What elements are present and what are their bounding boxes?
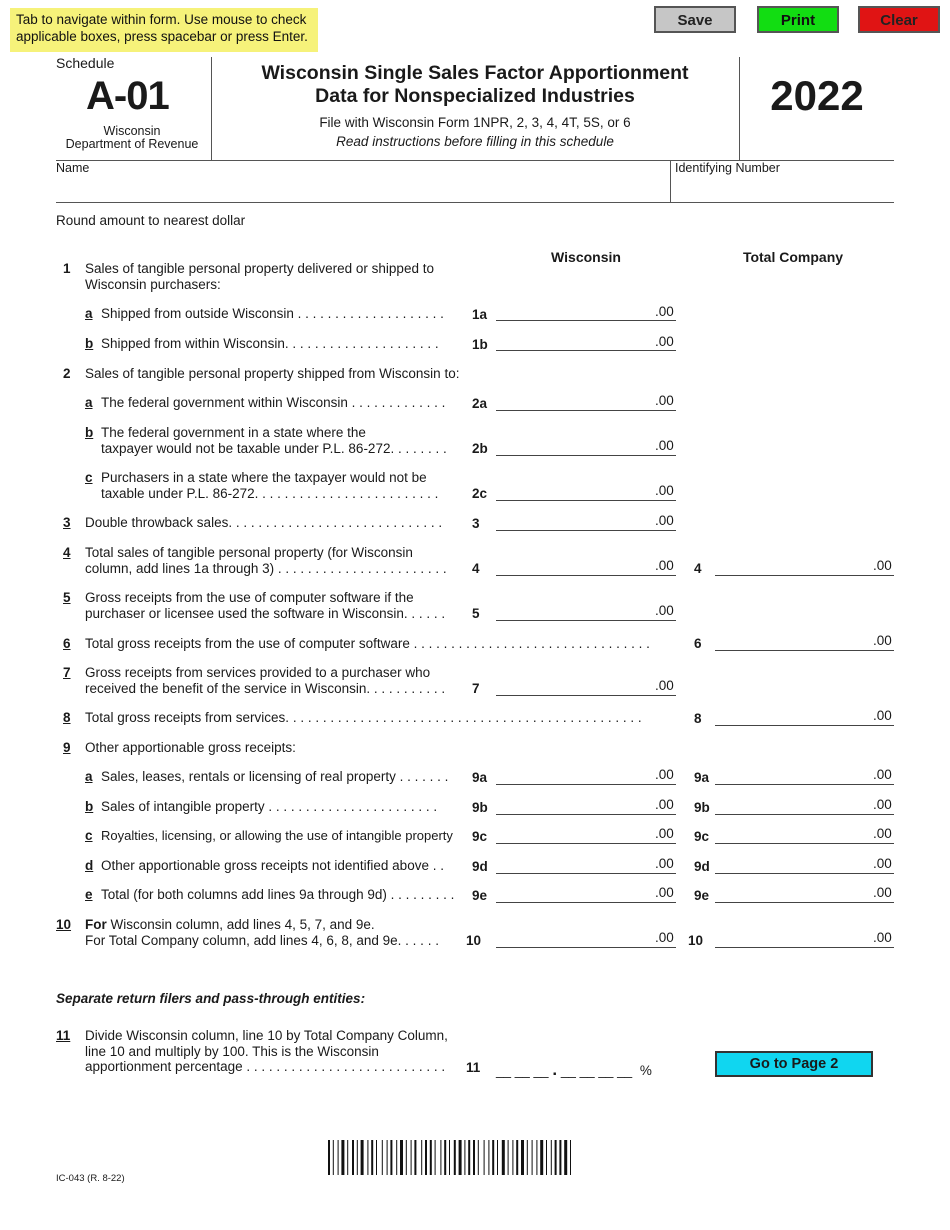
line-9b-dots: . . . . . . . . . . . . . . . . . . . . . . . xyxy=(264,799,438,814)
separate-return-heading: Separate return filers and pass-through entities: xyxy=(56,991,366,1006)
line-1b-dots: . . . . . . . . . . . . . . . . . . . . . xyxy=(284,336,439,351)
line-2a-label xyxy=(101,395,445,411)
barcode-bar xyxy=(532,1140,533,1175)
pct-integer-blanks: __ __ __ xyxy=(496,1063,549,1078)
line-5-number: 5 xyxy=(63,590,71,605)
line-2b-label xyxy=(101,425,447,456)
line-9d-cents: .00 xyxy=(655,856,674,871)
line-1b-letter: b xyxy=(85,336,94,351)
barcode-bar xyxy=(459,1140,462,1175)
barcode-bar xyxy=(440,1140,441,1175)
barcode-bar xyxy=(468,1140,470,1175)
go-to-page-2-button[interactable]: Go to Page 2 xyxy=(715,1051,873,1077)
barcode-bar xyxy=(484,1140,485,1175)
line-9d-total-input[interactable] xyxy=(715,856,894,874)
line-2b-text1: The federal government in a state where the xyxy=(101,425,366,440)
line-3-number: 3 xyxy=(63,515,71,530)
name-label: Name xyxy=(56,161,90,175)
instructions-note: Read instructions before filling in this schedule xyxy=(336,134,614,149)
line-9-number: 9 xyxy=(63,740,71,755)
barcode-bar xyxy=(564,1140,567,1175)
barcode-bar xyxy=(540,1140,543,1175)
line-3-code: 3 xyxy=(472,516,480,531)
barcode-bar xyxy=(516,1140,518,1175)
barcode-bar xyxy=(390,1140,392,1175)
department-name xyxy=(56,125,208,151)
total-company-column-header: Total Company xyxy=(742,249,844,265)
line-9c-total-input[interactable] xyxy=(715,826,894,844)
line-2c-cents: .00 xyxy=(655,483,674,498)
line-9c-cents: .00 xyxy=(655,826,674,841)
line-1a-label xyxy=(101,306,444,322)
line-9a-label: Sales, leases, rentals or licensing of real property . . . . . . . xyxy=(101,769,449,784)
line-9b-letter: b xyxy=(85,799,94,814)
line-7-text2: received the benefit of the service in Wisconsin. . . . . . . . . . . xyxy=(85,680,446,696)
barcode-bar xyxy=(521,1140,524,1175)
barcode-bar xyxy=(367,1140,368,1175)
wisconsin-column-header: Wisconsin xyxy=(551,249,621,265)
line-1-label xyxy=(85,261,434,292)
line-10-text1: Wisconsin column, add lines 4, 5, 7, and 9e. xyxy=(106,917,375,932)
barcode-bar xyxy=(341,1140,344,1175)
line-5-text2: purchaser or licensee used the software in Wisconsin. . . . . . xyxy=(85,605,446,621)
line-9e-wisconsin-input[interactable] xyxy=(496,885,676,903)
barcode-bar xyxy=(502,1140,505,1175)
file-with-note: File with Wisconsin Form 1NPR, 2, 3, 4, 4T, 5S, or 6 xyxy=(319,115,631,130)
line-1-number: 1 xyxy=(63,261,71,276)
line-2c-text2: taxable under P.L. 86-272. . . . . . . . . . . . . . . . . . . . . . . . . xyxy=(101,485,439,501)
barcode-bar xyxy=(361,1140,364,1175)
line-2a-code: 2a xyxy=(472,396,488,411)
barcode-bar xyxy=(396,1140,397,1175)
line-2b-letter: b xyxy=(85,425,94,440)
line-1-text2: Wisconsin purchasers: xyxy=(85,276,221,292)
line-4-cents: .00 xyxy=(655,558,674,573)
line-1a-dots: . . . . . . . . . . . . . . . . . . . . xyxy=(293,306,444,321)
line-5-code: 5 xyxy=(472,606,480,621)
barcode-bar xyxy=(357,1140,358,1175)
line-10-code: 10 xyxy=(466,933,482,948)
line-2b-cents: .00 xyxy=(655,438,674,453)
barcode-bar xyxy=(406,1140,407,1175)
barcode-bar xyxy=(435,1140,436,1175)
identifying-number-input[interactable] xyxy=(675,177,894,201)
line-1a-letter: a xyxy=(85,306,93,321)
line-10-total-cents: .00 xyxy=(873,930,892,945)
line-2c-wisconsin-input[interactable] xyxy=(496,483,676,501)
line-2c-code: 2c xyxy=(472,486,488,501)
line-4-total-cents: .00 xyxy=(873,558,892,573)
barcode-bar xyxy=(371,1140,373,1175)
line-6-number: 6 xyxy=(63,636,71,651)
line-1a-wisconsin-input[interactable] xyxy=(496,303,676,321)
line-9b-total-input[interactable] xyxy=(715,797,894,815)
line-4-text2: column, add lines 1a through 3) . . . . . . . . . . . . . . . . . . . . . . . xyxy=(85,560,447,576)
barcode-bar xyxy=(352,1140,354,1175)
line-10-total-code: 10 xyxy=(688,933,704,948)
line-10-label xyxy=(85,917,439,948)
line-11-label xyxy=(85,1028,448,1075)
line-6-label: Total gross receipts from the use of computer software . . . . . . . . . . . . . . . . . . . . . . . . . . . . . . . . xyxy=(85,636,650,651)
line-9c-total-code: 9c xyxy=(694,829,710,844)
identifying-number-label: Identifying Number xyxy=(675,161,780,175)
line-8-total-input[interactable] xyxy=(715,708,894,726)
line-9d-total-cents: .00 xyxy=(873,856,892,871)
line-10-wisconsin-input[interactable] xyxy=(496,930,676,948)
line-9b-wisconsin-input[interactable] xyxy=(496,797,676,815)
line-9c-code: 9c xyxy=(472,829,488,844)
barcode-bar xyxy=(338,1140,339,1175)
line-2a-text: The federal government within Wisconsin xyxy=(101,395,348,410)
line-4-total-input[interactable] xyxy=(715,558,894,576)
barcode-bar xyxy=(454,1140,456,1175)
line-6-total-input[interactable] xyxy=(715,633,894,651)
barcode-bar xyxy=(559,1140,561,1175)
line-3-cents: .00 xyxy=(655,513,674,528)
line-9c-label: Royalties, licensing, or allowing the use of intangible property xyxy=(101,828,453,843)
line-2-label: Sales of tangible personal property shipped from Wisconsin to: xyxy=(85,366,460,381)
pct-sign: % xyxy=(639,1063,652,1078)
line-10-cents: .00 xyxy=(655,930,674,945)
barcode-bar xyxy=(464,1140,465,1175)
line-2c-label xyxy=(101,470,438,501)
dept-line2: Department of Revenue xyxy=(65,137,199,151)
line-9c-total-cents: .00 xyxy=(873,826,892,841)
line-9a-total-code: 9a xyxy=(694,770,710,785)
line-2b-code: 2b xyxy=(472,441,488,456)
line-9d-wisconsin-input[interactable] xyxy=(496,856,676,874)
barcode-bar xyxy=(497,1140,498,1175)
tax-year: 2022 xyxy=(770,72,864,119)
line-11-number: 11 xyxy=(56,1028,71,1043)
barcode-bar xyxy=(570,1140,571,1175)
barcode-bar xyxy=(536,1140,537,1175)
line-10-total-input[interactable] xyxy=(715,930,894,948)
line-10-number: 10 xyxy=(56,917,72,932)
barcode-bar xyxy=(347,1140,348,1175)
pct-decimal-blanks: __ __ __ __ xyxy=(560,1063,633,1078)
barcode-bar xyxy=(387,1140,388,1175)
dept-line1: Wisconsin xyxy=(103,124,161,138)
barcode-bar xyxy=(333,1140,334,1175)
line-7-number: 7 xyxy=(63,665,71,680)
form-revision: IC-043 (R. 8-22) xyxy=(56,1173,125,1184)
identity-bottom-rule xyxy=(56,202,894,203)
line-2b-text2: taxpayer would not be taxable under P.L. 86-272. . . . . . . . xyxy=(101,440,447,456)
line-7-cents: .00 xyxy=(655,678,674,693)
line-9b-label xyxy=(101,799,437,815)
line-9d-label: Other apportionable gross receipts not identified above . . xyxy=(101,858,444,873)
line-9c-wisconsin-input[interactable] xyxy=(496,826,676,844)
line-7-code: 7 xyxy=(472,681,480,696)
line-9b-total-cents: .00 xyxy=(873,797,892,812)
line-9c-letter: c xyxy=(85,828,93,843)
clear-button[interactable]: Clear xyxy=(858,6,940,33)
apportionment-percentage-input[interactable] xyxy=(496,1060,652,1080)
line-9e-total-cents: .00 xyxy=(873,885,892,900)
schedule-label: Schedule xyxy=(56,55,115,71)
line-2b-wisconsin-input[interactable] xyxy=(496,438,676,456)
barcode-bar xyxy=(449,1140,450,1175)
barcode xyxy=(328,1140,624,1175)
barcode-bar xyxy=(488,1140,489,1175)
barcode-bar xyxy=(414,1140,416,1175)
line-5-cents: .00 xyxy=(655,603,674,618)
line-9a-letter: a xyxy=(85,769,93,784)
line-9b-total-code: 9b xyxy=(694,800,710,815)
line-4-code: 4 xyxy=(472,561,480,576)
header-divider-left xyxy=(211,57,212,161)
line-11-text2: line 10 and multiply by 100. This is the Wisconsin xyxy=(85,1043,379,1059)
line-9d-letter: d xyxy=(85,858,94,873)
line-9a-cents: .00 xyxy=(655,767,674,782)
line-1a-code: 1a xyxy=(472,307,488,322)
line-1b-code: 1b xyxy=(472,337,488,352)
line-1a-text: Shipped from outside Wisconsin xyxy=(101,306,294,321)
line-9b-text: Sales of intangible property xyxy=(101,799,265,814)
barcode-bar xyxy=(546,1140,547,1175)
name-input[interactable] xyxy=(56,177,670,201)
line-10-bold: For xyxy=(85,917,107,932)
line-2c-text1: Purchasers in a state where the taxpayer would not be xyxy=(101,470,427,485)
line-9a-code: 9a xyxy=(472,770,488,785)
line-4-text1: Total sales of tangible personal property (for Wisconsin xyxy=(85,545,413,560)
barcode-bar xyxy=(527,1140,528,1175)
line-2-number: 2 xyxy=(63,366,71,381)
line-1b-label xyxy=(101,336,439,352)
line-2a-wisconsin-input[interactable] xyxy=(496,393,676,411)
line-1b-wisconsin-input[interactable] xyxy=(496,333,676,351)
barcode-bar xyxy=(508,1140,509,1175)
form-number: A-01 xyxy=(86,74,169,118)
line-4-number: 4 xyxy=(63,545,71,560)
line-7-text1: Gross receipts from services provided to a purchaser who xyxy=(85,665,431,680)
line-5-label xyxy=(85,590,445,621)
line-10-text2: For Total Company column, add lines 4, 6, 8, and 9e. . . . . . xyxy=(85,932,439,948)
print-button[interactable]: Print xyxy=(757,6,839,33)
line-8-total-cents: .00 xyxy=(873,708,892,723)
line-1b-cents: .00 xyxy=(655,334,674,349)
barcode-bar xyxy=(512,1140,513,1175)
line-7-label xyxy=(85,665,445,696)
line-8-label: Total gross receipts from services. . . . . . . . . . . . . . . . . . . . . . . . . . . . . . . . . . . . . . . . . . . . . . . . xyxy=(85,710,642,725)
pct-decimal-point: . xyxy=(552,1060,558,1079)
line-9a-total-input[interactable] xyxy=(715,767,894,785)
line-9-label: Other apportionable gross receipts: xyxy=(85,740,296,755)
form-title xyxy=(214,62,736,108)
barcode-bar xyxy=(551,1140,552,1175)
barcode-bar xyxy=(382,1140,383,1175)
line-11-text3: apportionment percentage . . . . . . . . . . . . . . . . . . . . . . . . . . . xyxy=(85,1059,446,1074)
barcode-bar xyxy=(473,1140,475,1175)
line-11-text1: Divide Wisconsin column, line 10 by Total Company Column, xyxy=(85,1028,448,1043)
barcode-bar xyxy=(444,1140,446,1175)
line-2a-letter: a xyxy=(85,395,93,410)
barcode-bar xyxy=(425,1140,427,1175)
line-9b-cents: .00 xyxy=(655,797,674,812)
line-6-total-code: 6 xyxy=(694,636,702,651)
line-9e-letter: e xyxy=(85,887,93,902)
line-9d-code: 9d xyxy=(472,859,488,874)
round-note: Round amount to nearest dollar xyxy=(56,213,246,228)
line-9a-total-cents: .00 xyxy=(873,767,892,782)
navigation-tip: Tab to navigate within form. Use mouse to check applicable boxes, press spacebar or press Enter. xyxy=(10,8,318,52)
line-1a-cents: .00 xyxy=(655,304,674,319)
barcode-bar xyxy=(555,1140,557,1175)
barcode-bar xyxy=(328,1140,330,1175)
line-3-wisconsin-input[interactable] xyxy=(496,513,676,531)
line-2a-dots: . . . . . . . . . . . . . xyxy=(347,395,446,410)
line-2a-cents: .00 xyxy=(655,393,674,408)
line-3-label: Double throwback sales. . . . . . . . . . . . . . . . . . . . . . . . . . . . . xyxy=(85,515,443,530)
line-4-wisconsin-input[interactable] xyxy=(496,558,676,576)
line-11-code: 11 xyxy=(466,1060,481,1075)
line-5-text1: Gross receipts from the use of computer software if the xyxy=(85,590,414,605)
line-4-total-code: 4 xyxy=(694,561,702,576)
barcode-bar xyxy=(400,1140,403,1175)
line-9a-wisconsin-input[interactable] xyxy=(496,767,676,785)
identity-divider xyxy=(670,160,671,203)
barcode-bar xyxy=(421,1140,422,1175)
line-9b-code: 9b xyxy=(472,800,488,815)
save-button[interactable]: Save xyxy=(654,6,736,33)
line-9e-label: Total (for both columns add lines 9a through 9d) . . . . . . . . . xyxy=(101,887,455,902)
barcode-bar xyxy=(376,1140,377,1175)
line-5-wisconsin-input[interactable] xyxy=(496,603,676,621)
line-8-number: 8 xyxy=(63,710,71,725)
line-1b-text: Shipped from within Wisconsin xyxy=(101,336,285,351)
title-line1: Wisconsin Single Sales Factor Apportionment xyxy=(261,62,689,84)
line-1-text1: Sales of tangible personal property delivered or shipped to xyxy=(85,261,434,276)
line-9e-total-input[interactable] xyxy=(715,885,894,903)
title-line2: Data for Nonspecialized Industries xyxy=(315,85,635,107)
line-2c-letter: c xyxy=(85,470,93,485)
line-9d-total-code: 9d xyxy=(694,859,710,874)
barcode-bar xyxy=(478,1140,479,1175)
barcode-bar xyxy=(430,1140,432,1175)
barcode-bar xyxy=(492,1140,494,1175)
line-9e-code: 9e xyxy=(472,888,488,903)
line-4-label xyxy=(85,545,447,576)
barcode-bar xyxy=(411,1140,412,1175)
line-9e-total-code: 9e xyxy=(694,888,710,903)
line-7-wisconsin-input[interactable] xyxy=(496,678,676,696)
line-9e-cents: .00 xyxy=(655,885,674,900)
line-6-total-cents: .00 xyxy=(873,633,892,648)
line-8-total-code: 8 xyxy=(694,711,702,726)
